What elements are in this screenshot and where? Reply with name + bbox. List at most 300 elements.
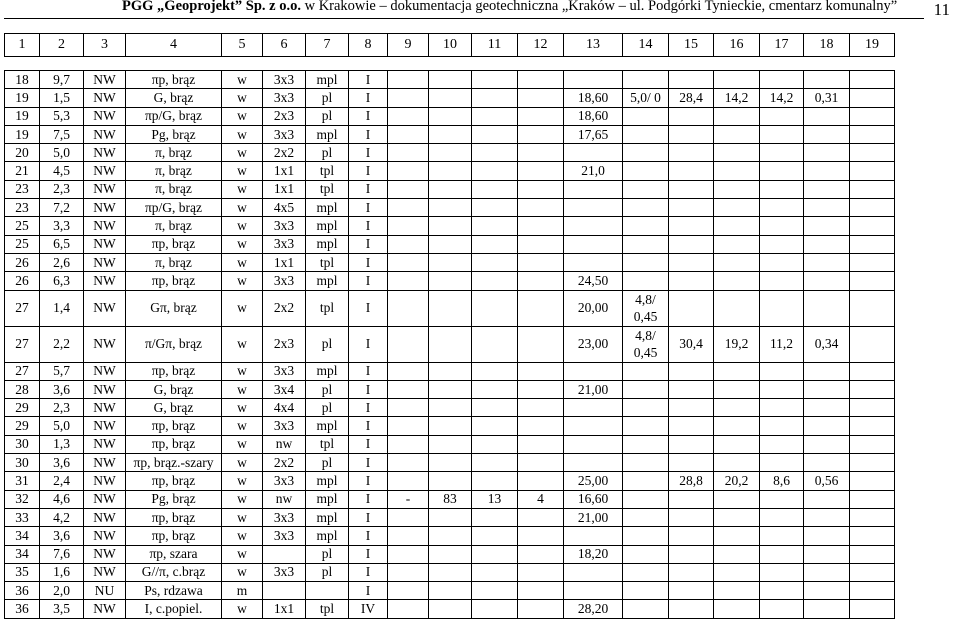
table-cell: NU [84, 582, 126, 600]
geotechnical-data-table [4, 70, 895, 619]
table-cell: 20,00 [564, 290, 623, 326]
table-cell [623, 235, 669, 253]
table-cell [472, 217, 518, 235]
table-row [5, 217, 895, 235]
table-cell [518, 217, 564, 235]
table-cell [472, 326, 518, 362]
column-number-3: 3 [84, 34, 126, 57]
table-cell [669, 527, 714, 545]
column-number-17: 17 [760, 34, 804, 57]
table-cell: w [222, 253, 263, 271]
column-number-12: 12 [518, 34, 564, 57]
column-number-15: 15 [669, 34, 714, 57]
table-cell: I [349, 435, 388, 453]
table-cell [714, 125, 760, 143]
table-cell [669, 417, 714, 435]
table-cell [388, 417, 429, 435]
column-number-5: 5 [222, 34, 263, 57]
table-cell: πp, brąz [126, 435, 222, 453]
table-cell [429, 253, 472, 271]
table-cell [760, 454, 804, 472]
table-cell [760, 144, 804, 162]
table-cell: - [388, 490, 429, 508]
table-cell: 4,8/ 0,45 [623, 290, 669, 326]
table-row [5, 508, 895, 526]
table-cell [472, 380, 518, 398]
table-cell: 18,60 [564, 89, 623, 107]
table-cell: πp, brąz [126, 235, 222, 253]
table-cell [850, 290, 895, 326]
table-cell [472, 235, 518, 253]
table-cell [564, 417, 623, 435]
table-cell [518, 107, 564, 125]
table-cell: 4,6 [40, 490, 84, 508]
table-cell: I [349, 290, 388, 326]
table-cell [669, 435, 714, 453]
table-cell: I [349, 563, 388, 581]
table-cell [623, 180, 669, 198]
table-cell: w [222, 290, 263, 326]
table-cell: πp, brąz [126, 508, 222, 526]
table-cell: 8,6 [760, 472, 804, 490]
table-cell [623, 582, 669, 600]
table-cell [518, 472, 564, 490]
table-cell: mpl [306, 71, 349, 89]
table-cell [850, 253, 895, 271]
table-cell [760, 272, 804, 290]
table-cell: pl [306, 326, 349, 362]
table-cell: πp/G, brąz [126, 107, 222, 125]
table-cell [669, 253, 714, 271]
table-cell [669, 582, 714, 600]
table-cell: I [349, 71, 388, 89]
table-cell [714, 107, 760, 125]
table-cell [429, 454, 472, 472]
table-cell: m [222, 582, 263, 600]
table-cell: I [349, 199, 388, 217]
table-cell: w [222, 380, 263, 398]
table-cell [850, 454, 895, 472]
table-cell [388, 125, 429, 143]
table-cell: I [349, 582, 388, 600]
table-cell: 21 [5, 162, 40, 180]
table-row [5, 199, 895, 217]
table-cell [564, 253, 623, 271]
table-cell: pl [306, 380, 349, 398]
table-cell: π/Gπ, brąz [126, 326, 222, 362]
table-cell: 26 [5, 272, 40, 290]
table-cell [518, 454, 564, 472]
table-cell [623, 272, 669, 290]
table-cell: 7,6 [40, 545, 84, 563]
table-cell: 1,6 [40, 563, 84, 581]
table-cell [623, 600, 669, 618]
table-cell [472, 527, 518, 545]
table-cell [472, 362, 518, 380]
table-cell: w [222, 454, 263, 472]
table-row [5, 272, 895, 290]
table-cell [804, 508, 850, 526]
table-cell [714, 435, 760, 453]
table-cell [714, 600, 760, 618]
table-row [5, 417, 895, 435]
table-cell [850, 399, 895, 417]
table-cell: 7,5 [40, 125, 84, 143]
table-cell: w [222, 162, 263, 180]
table-row [5, 180, 895, 198]
table-cell [850, 582, 895, 600]
table-cell [564, 582, 623, 600]
table-cell: 27 [5, 362, 40, 380]
table-cell: w [222, 326, 263, 362]
table-cell [388, 144, 429, 162]
table-cell: NW [84, 162, 126, 180]
table-cell [518, 326, 564, 362]
table-cell: tpl [306, 253, 349, 271]
table-cell: NW [84, 290, 126, 326]
table-cell: 30 [5, 435, 40, 453]
table-cell: w [222, 362, 263, 380]
table-cell [564, 527, 623, 545]
table-cell [472, 125, 518, 143]
table-cell [472, 399, 518, 417]
table-cell [388, 582, 429, 600]
table-cell: I [349, 235, 388, 253]
table-cell [623, 563, 669, 581]
table-cell [388, 89, 429, 107]
table-cell [760, 235, 804, 253]
table-cell: 28,8 [669, 472, 714, 490]
table-cell [714, 162, 760, 180]
table-cell: NW [84, 199, 126, 217]
table-cell: pl [306, 454, 349, 472]
table-cell: 3x3 [263, 362, 306, 380]
table-cell: pl [306, 563, 349, 581]
table-cell [429, 180, 472, 198]
table-cell: I [349, 545, 388, 563]
table-cell: NW [84, 435, 126, 453]
table-row [5, 454, 895, 472]
table-cell: I [349, 180, 388, 198]
table-cell [850, 563, 895, 581]
table-cell: NW [84, 362, 126, 380]
table-cell [518, 380, 564, 398]
table-cell: 5,0 [40, 417, 84, 435]
table-cell [714, 290, 760, 326]
table-cell [518, 162, 564, 180]
table-cell: 1,3 [40, 435, 84, 453]
table-cell: I [349, 454, 388, 472]
table-cell: mpl [306, 199, 349, 217]
table-cell: 25,00 [564, 472, 623, 490]
table-cell [623, 454, 669, 472]
table-cell: 32 [5, 490, 40, 508]
table-cell: w [222, 435, 263, 453]
column-number-13: 13 [564, 34, 623, 57]
table-cell [804, 582, 850, 600]
table-cell: 3x3 [263, 89, 306, 107]
table-cell [669, 180, 714, 198]
table-cell: w [222, 217, 263, 235]
table-cell [623, 508, 669, 526]
table-cell: 4,2 [40, 508, 84, 526]
table-cell: 35 [5, 563, 40, 581]
table-cell: 2,4 [40, 472, 84, 490]
table-cell: 3,6 [40, 380, 84, 398]
table-cell: I [349, 144, 388, 162]
table-cell [714, 180, 760, 198]
table-cell [804, 217, 850, 235]
table-cell [518, 582, 564, 600]
table-cell [623, 399, 669, 417]
table-cell [760, 253, 804, 271]
table-row [5, 399, 895, 417]
table-cell [669, 399, 714, 417]
table-cell [564, 235, 623, 253]
table-cell [429, 272, 472, 290]
table-cell: 83 [429, 490, 472, 508]
header-description: – dokumentacja geotechniczna „Kraków – ul. Podgórki Tynieckie, cmentarz komunalny” [379, 0, 898, 14]
table-cell: mpl [306, 217, 349, 235]
table-cell [714, 527, 760, 545]
table-cell [472, 435, 518, 453]
table-cell: 23 [5, 180, 40, 198]
table-cell [804, 490, 850, 508]
table-cell [760, 125, 804, 143]
table-cell [518, 508, 564, 526]
table-cell [669, 107, 714, 125]
table-cell: mpl [306, 472, 349, 490]
table-cell: 4,5 [40, 162, 84, 180]
table-cell [714, 563, 760, 581]
table-cell: 16,60 [564, 490, 623, 508]
table-cell [714, 235, 760, 253]
table-cell [472, 272, 518, 290]
page-header [4, 0, 956, 18]
table-cell [760, 417, 804, 435]
table-cell: 34 [5, 527, 40, 545]
table-cell [804, 600, 850, 618]
table-cell: 1x1 [263, 162, 306, 180]
table-cell: I [349, 527, 388, 545]
table-cell: Gπ, brąz [126, 290, 222, 326]
table-cell [472, 417, 518, 435]
table-cell [564, 454, 623, 472]
table-cell: 3x4 [263, 380, 306, 398]
table-cell: NW [84, 563, 126, 581]
table-cell [850, 272, 895, 290]
table-cell [388, 162, 429, 180]
table-cell: πp, brąz [126, 71, 222, 89]
table-cell [564, 144, 623, 162]
table-cell: 3x3 [263, 235, 306, 253]
table-cell: pl [306, 89, 349, 107]
table-cell: mpl [306, 125, 349, 143]
table-cell: Pg, brąz [126, 490, 222, 508]
table-cell: 1x1 [263, 253, 306, 271]
table-cell [429, 417, 472, 435]
table-cell [472, 180, 518, 198]
table-cell [804, 71, 850, 89]
column-number-19: 19 [850, 34, 895, 57]
table-cell [669, 380, 714, 398]
table-cell [472, 162, 518, 180]
table-cell [388, 545, 429, 563]
table-cell: 1x1 [263, 180, 306, 198]
table-cell: 1,4 [40, 290, 84, 326]
table-cell: NW [84, 125, 126, 143]
table-row [5, 582, 895, 600]
table-cell [850, 326, 895, 362]
table-cell: 3,6 [40, 527, 84, 545]
table-cell [714, 399, 760, 417]
table-cell: 29 [5, 417, 40, 435]
table-cell [760, 71, 804, 89]
table-cell [472, 508, 518, 526]
table-cell [804, 399, 850, 417]
table-cell [669, 563, 714, 581]
table-cell [429, 399, 472, 417]
table-row [5, 235, 895, 253]
table-row [5, 326, 895, 362]
table-cell: πp, brąz [126, 417, 222, 435]
table-cell [429, 107, 472, 125]
table-cell: πp/G, brąz [126, 199, 222, 217]
table-cell [472, 472, 518, 490]
table-cell: 27 [5, 290, 40, 326]
table-cell: 30,4 [669, 326, 714, 362]
table-cell: w [222, 144, 263, 162]
table-cell [714, 545, 760, 563]
table-cell [804, 417, 850, 435]
table-cell [623, 107, 669, 125]
table-cell [429, 125, 472, 143]
table-cell [518, 199, 564, 217]
table-cell: 5,0 [40, 144, 84, 162]
table-cell: 4 [518, 490, 564, 508]
table-cell: I [349, 272, 388, 290]
table-cell [669, 454, 714, 472]
table-cell [850, 180, 895, 198]
table-cell [760, 545, 804, 563]
table-cell [669, 362, 714, 380]
table-cell [623, 217, 669, 235]
table-cell [518, 89, 564, 107]
table-cell [518, 253, 564, 271]
table-cell [623, 545, 669, 563]
table-cell [850, 472, 895, 490]
table-cell: Ps, rdzawa [126, 582, 222, 600]
table-row [5, 362, 895, 380]
table-cell [669, 490, 714, 508]
column-number-8: 8 [349, 34, 388, 57]
table-cell [669, 217, 714, 235]
table-cell: πp, brąz [126, 272, 222, 290]
table-cell: 19 [5, 107, 40, 125]
table-cell [472, 290, 518, 326]
table-cell [804, 362, 850, 380]
table-cell: 2,6 [40, 253, 84, 271]
table-cell [472, 199, 518, 217]
table-cell: NW [84, 472, 126, 490]
table-cell [850, 107, 895, 125]
table-cell: πp, brąz [126, 362, 222, 380]
table-cell [804, 162, 850, 180]
table-cell: 28,4 [669, 89, 714, 107]
table-cell: NW [84, 235, 126, 253]
table-cell [429, 326, 472, 362]
table-cell [850, 545, 895, 563]
table-cell [472, 107, 518, 125]
table-cell: I [349, 326, 388, 362]
table-cell [518, 435, 564, 453]
table-cell: 2x3 [263, 107, 306, 125]
table-cell [388, 326, 429, 362]
table-cell [669, 290, 714, 326]
table-cell: w [222, 545, 263, 563]
table-cell [669, 125, 714, 143]
table-cell [669, 545, 714, 563]
table-cell: 21,00 [564, 380, 623, 398]
table-cell: I [349, 362, 388, 380]
table-cell: I [349, 472, 388, 490]
table-cell [472, 582, 518, 600]
table-cell: I [349, 107, 388, 125]
table-cell [564, 217, 623, 235]
table-cell [714, 217, 760, 235]
table-cell [804, 180, 850, 198]
table-cell [429, 144, 472, 162]
table-cell: π, brąz [126, 162, 222, 180]
table-cell [760, 527, 804, 545]
table-cell: NW [84, 399, 126, 417]
table-cell [518, 362, 564, 380]
table-cell [564, 563, 623, 581]
table-cell [669, 162, 714, 180]
table-row [5, 253, 895, 271]
table-cell: 11,2 [760, 326, 804, 362]
table-cell [518, 144, 564, 162]
table-cell [804, 454, 850, 472]
table-cell [388, 199, 429, 217]
table-cell: 18,60 [564, 107, 623, 125]
table-cell: 36 [5, 582, 40, 600]
header-rule [4, 18, 924, 19]
column-number-table [4, 33, 895, 57]
table-cell [669, 144, 714, 162]
table-cell: πp, brąz.-szary [126, 454, 222, 472]
table-cell: 20,2 [714, 472, 760, 490]
table-cell: I [349, 89, 388, 107]
table-cell: NW [84, 144, 126, 162]
table-cell: 4,8/ 0,45 [623, 326, 669, 362]
table-cell [669, 199, 714, 217]
table-row [5, 380, 895, 398]
table-cell: 14,2 [760, 89, 804, 107]
table-cell: mpl [306, 272, 349, 290]
table-cell [472, 253, 518, 271]
table-cell: π, brąz [126, 180, 222, 198]
table-cell: 0,34 [804, 326, 850, 362]
table-cell [429, 162, 472, 180]
table-cell [804, 290, 850, 326]
table-cell: 31 [5, 472, 40, 490]
table-cell: w [222, 600, 263, 618]
table-cell [306, 582, 349, 600]
table-cell: πp, brąz [126, 472, 222, 490]
table-cell [564, 362, 623, 380]
table-cell: 2x3 [263, 326, 306, 362]
